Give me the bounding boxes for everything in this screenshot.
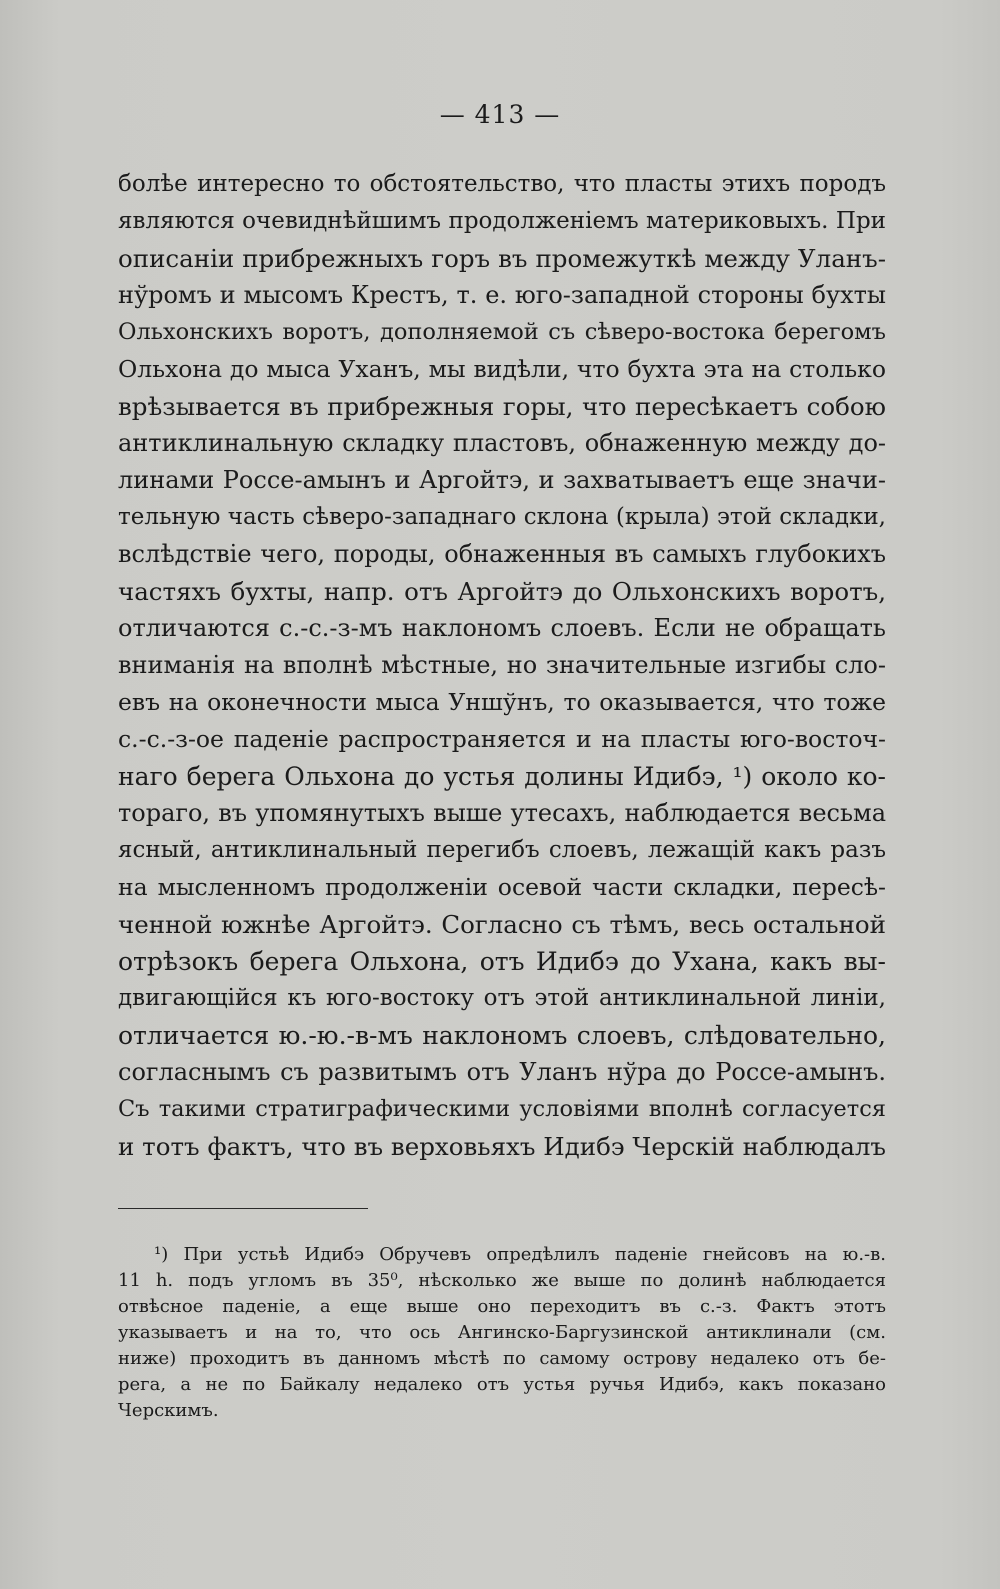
text-line: линами Россе-амынъ и Аргойтэ, и захватываетъ еще значи- bbox=[118, 466, 886, 494]
text-line: врѣзывается въ прибрежныя горы, что пересѣкаетъ собою bbox=[118, 392, 886, 421]
text-line: частяхъ бухты, напр. отъ Аргойтэ до Ольхонскихъ воротъ, bbox=[118, 577, 886, 606]
footnote bbox=[118, 1242, 886, 1424]
text-line: отличается ю.-ю.-в-мъ наклономъ слоевъ, слѣдовательно, bbox=[118, 1021, 886, 1050]
text-line: тораго, въ упомянутыхъ выше утесахъ, наблюдается весьма bbox=[118, 799, 886, 827]
footnote-line: указываетъ и на то, что ось Ангинско-Баргузинской антиклинали (см. bbox=[118, 1322, 886, 1343]
text-line: отрѣзокъ берега Ольхона, отъ Идибэ до Ухана, какъ вы- bbox=[118, 947, 886, 976]
text-line: согласнымъ съ развитымъ отъ Уланъ нўра до Россе-амынъ. bbox=[118, 1058, 886, 1086]
text-line: отличаются с.-с.-з-мъ наклономъ слоевъ. Если не обращать bbox=[118, 614, 886, 642]
text-line: двигающійся къ юго-востоку отъ этой антиклинальной линіи, bbox=[118, 985, 886, 1011]
footnote-line: Черскимъ. bbox=[118, 1400, 219, 1421]
footnote-line: рега, а не по Байкалу недалеко отъ устья ручья Идибэ, какъ показано bbox=[118, 1374, 886, 1395]
footnote-line: ¹) При устьѣ Идибэ Обручевъ опредѣлилъ паденіе гнейсовъ на ю.-в. bbox=[154, 1244, 886, 1265]
footnote-line: ниже) проходитъ въ данномъ мѣстѣ по самому острову недалеко отъ бе- bbox=[118, 1348, 886, 1369]
text-line: вниманія на вполнѣ мѣстные, но значительные изгибы сло- bbox=[118, 651, 886, 679]
text-line: описаніи прибрежныхъ горъ въ промежуткѣ между Уланъ- bbox=[118, 244, 886, 273]
text-line: ясный, антиклинальный перегибъ слоевъ, лежащій какъ разъ bbox=[118, 837, 886, 863]
text-line: на мысленномъ продолженіи осевой части складки, пересѣ- bbox=[118, 873, 886, 901]
text-line: наго берега Ольхона до устья долины Идибэ, ¹) около ко- bbox=[118, 762, 886, 791]
page-number: — 413 — bbox=[439, 100, 561, 129]
text-line: тельную часть сѣверо-западнаго склона (крыла) этой складки, bbox=[118, 504, 886, 530]
text-line: Съ такими стратиграфическими условіями вполнѣ согласуется bbox=[118, 1096, 886, 1122]
text-line: с.-с.-з-ое паденіе распространяется и на пласты юго-восточ- bbox=[118, 725, 886, 753]
text-line: антиклинальную складку пластовъ, обнаженную между до- bbox=[118, 429, 886, 457]
text-line: ченной южнѣе Аргойтэ. Согласно съ тѣмъ, весь остальной bbox=[118, 910, 886, 939]
text-line: евъ на оконечности мыса Уншўнъ, то оказывается, что тоже bbox=[118, 688, 886, 716]
text-line: Ольхонскихъ воротъ, дополняемой съ сѣверо-востока берегомъ bbox=[118, 319, 886, 345]
footnote-line: отвѣсное паденіе, а еще выше оно переходитъ въ с.-з. Фактъ этотъ bbox=[118, 1296, 886, 1317]
footnote-divider bbox=[118, 1208, 368, 1209]
text-line: и тотъ фактъ, что въ верховьяхъ Идибэ Черскій наблюдалъ bbox=[118, 1132, 886, 1161]
body-text bbox=[118, 166, 886, 1165]
text-line: Ольхона до мыса Уханъ, мы видѣли, что бухта эта на столько bbox=[118, 355, 886, 383]
footnote-line: 11 h. подъ угломъ въ 35⁰, нѣсколько же выше по долинѣ наблюдается bbox=[118, 1270, 886, 1291]
text-line: нўромъ и мысомъ Крестъ, т. е. юго-западной стороны бухты bbox=[118, 281, 886, 309]
text-line: вслѣдствіе чего, породы, обнаженныя въ самыхъ глубокихъ bbox=[118, 540, 886, 568]
text-line: являются очевиднѣйшимъ продолженіемъ материковыхъ. При bbox=[118, 208, 886, 234]
text-line: болѣе интересно то обстоятельство, что пласты этихъ породъ bbox=[118, 171, 886, 197]
